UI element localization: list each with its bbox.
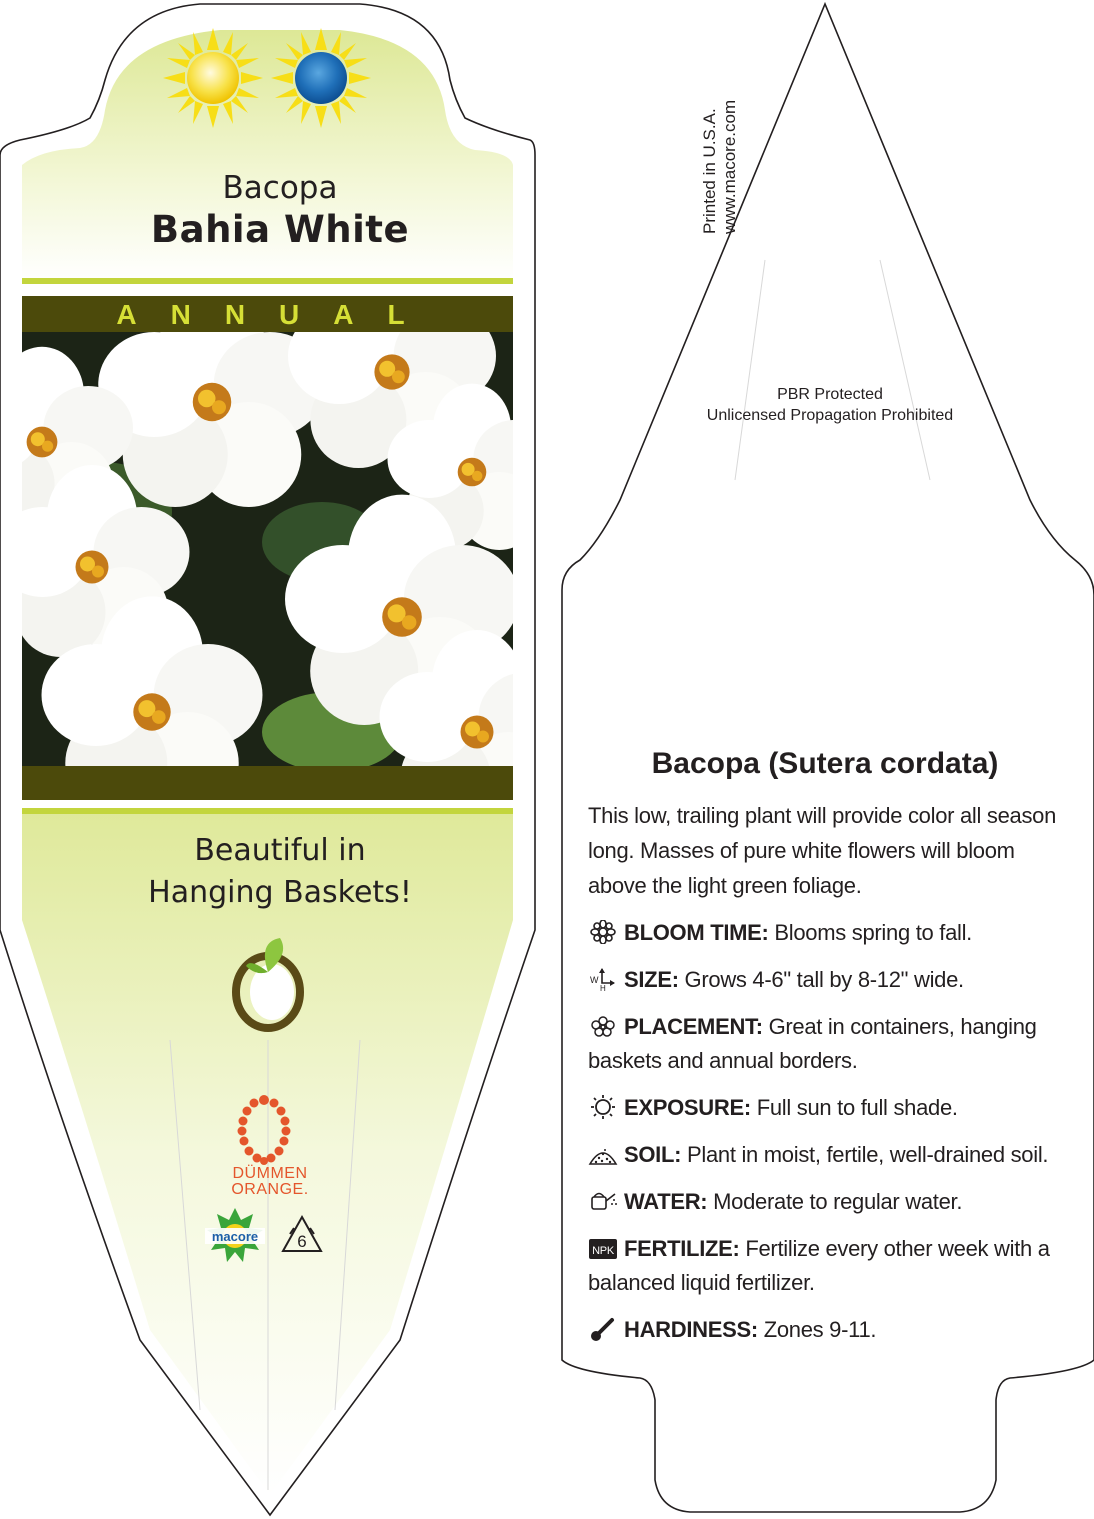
water-label: WATER: [624, 1189, 708, 1214]
npk-icon-text: NPK [592, 1245, 614, 1257]
npk-icon [588, 1236, 618, 1260]
thermometer-icon [588, 1317, 618, 1341]
bloom-time-label: BLOOM TIME: [624, 920, 769, 945]
hardiness-label: HARDINESS: [624, 1317, 758, 1342]
size-icon-h: H [600, 984, 606, 991]
dummen-orange-logo-icon [234, 1094, 294, 1166]
recycle-number: 6 [297, 1232, 307, 1251]
attribute-soil [588, 1138, 1078, 1172]
full-sun-icon [163, 28, 263, 128]
attribute-placement [588, 1010, 1078, 1078]
sun-icon [588, 1095, 618, 1119]
attribute-hardiness [588, 1313, 1078, 1347]
attribute-bloom-time [588, 916, 1078, 950]
placement-label: PLACEMENT: [624, 1014, 763, 1039]
macore-logo-icon [205, 1206, 275, 1266]
water-value: Moderate to regular water. [713, 1189, 963, 1214]
fertilize-value: Fertilize every other week with a balanced liquid fertilizer. [588, 1236, 1050, 1295]
pbr-line-2: Unlicensed Propagation Prohibited [706, 407, 954, 424]
tagline-line-2: Hanging Baskets! [148, 875, 412, 910]
accent-rule-bottom [22, 808, 513, 814]
size-icon [588, 967, 618, 991]
tagline-line-1: Beautiful in [194, 833, 366, 868]
macore-logo-text: macore [211, 1229, 259, 1244]
plant-photo [22, 332, 513, 766]
bottom-band [22, 766, 513, 800]
attribute-water [588, 1185, 1078, 1219]
common-name: Bacopa [222, 170, 338, 206]
recycle-icon [280, 1214, 324, 1258]
flower-icon [588, 920, 618, 944]
bloom-time-value: Blooms spring to fall. [774, 920, 972, 945]
attribute-exposure [588, 1091, 1078, 1125]
printed-line-2: www.macore.com [720, 99, 739, 234]
printed-line-1: Printed in U.S.A. [700, 108, 719, 234]
printed-info [700, 50, 960, 250]
accent-rule-top [22, 278, 513, 284]
attribute-size [588, 963, 1078, 997]
watering-can-icon [588, 1189, 618, 1213]
category-label: ANNUAL [116, 299, 439, 330]
exposure-label: EXPOSURE: [624, 1095, 751, 1120]
attribute-fertilize [588, 1232, 1078, 1300]
soil-label: SOIL: [624, 1142, 682, 1167]
placement-icon [588, 1014, 618, 1038]
hardiness-value: Zones 9-11. [763, 1317, 877, 1342]
description: This low, trailing plant will provide color all season long. Masses of pure white flowers will bloom above the light green foliage. [588, 803, 1057, 898]
size-label: SIZE: [624, 967, 679, 992]
brand-line-2: ORANGE. [231, 1181, 309, 1198]
pbr-line-1: PBR Protected [777, 386, 883, 403]
brand-line-1: DÜMMEN [232, 1165, 308, 1182]
exposure-value: Full sun to full shade. [756, 1095, 958, 1120]
soil-icon [588, 1142, 618, 1166]
placement-value: Great in containers, hanging baskets and annual borders. [588, 1014, 1037, 1073]
size-icon-w: W [590, 975, 599, 985]
sprout-logo-icon [228, 932, 308, 1032]
fertilize-label: FERTILIZE: [624, 1236, 740, 1261]
soil-value: Plant in moist, fertile, well-drained soil. [686, 1142, 1049, 1167]
botanical-title: Bacopa (Sutera cordata) [651, 747, 999, 780]
shade-sun-icon [271, 28, 371, 128]
tagline [60, 830, 500, 914]
size-value: Grows 4-6" tall by 8-12" wide. [684, 967, 964, 992]
brand-name [180, 1166, 360, 1198]
variety-name: Bahia White [150, 208, 410, 251]
pbr-notice [640, 384, 1020, 426]
